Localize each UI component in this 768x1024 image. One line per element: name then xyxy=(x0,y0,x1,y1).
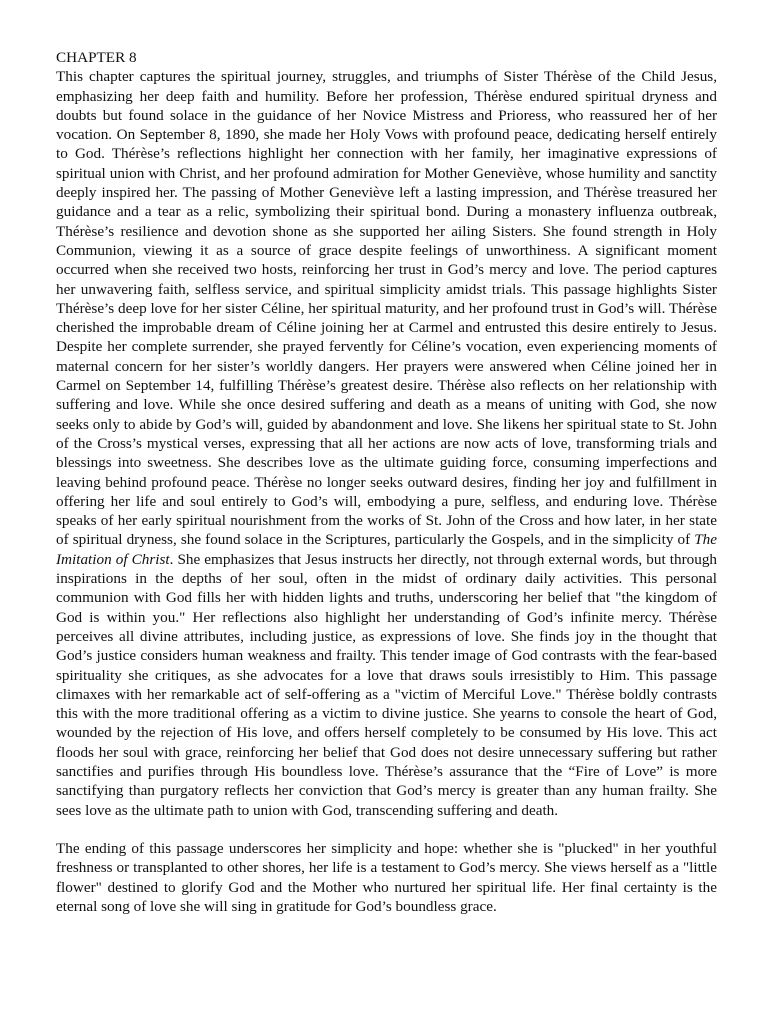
body-paragraph-2: The ending of this passage underscores her simplicity and hope: whether she is "plucked" in her youthful freshness or transplanted to other shores, her life is a testament to God’s mercy. She views herself as a "little flower" destined to glorify God and the Mother who nurtured her spiritual life. Her final certainty is the eternal song of love she will sing in gratitude for God’s boundless grace. xyxy=(56,840,717,916)
paragraph-1-text-start: This chapter captures the spiritual journey, struggles, and triumphs of Sister Thérèse of the Child Jesus, emphasizing her deep faith and humility. Before her profession, Thérèse endured spiritual dryness and doubts but found solace in the guidance of her Novice Mistress and Prioress, who reassured her of her vocation. On September 8, 1890, she made her Holy Vows with profound peace, dedicating herself entirely to God. Thérèse’s reflections highlight her connection with her family, her imaginative expressions of spiritual union with Christ, and her profound admiration for Mother Geneviève, whose humility and sanctity deeply inspired her. The passing of Mother Geneviève left a lasting impression, and Thérèse treasured her guidance and a tear as a relic, symbolizing their spiritual bond. During a monastery influenza outbreak, Thérèse’s resilience and devotion shone as she supported her ailing Sisters. She found strength in Holy Communion, viewing it as a source of grace despite feelings of unworthiness. A significant moment occurred when she received two hosts, reinforcing her trust in God’s mercy and love. The period captures her unwavering faith, selfless service, and spiritual simplicity amidst trials. This passage highlights Sister Thérèse’s deep love for her sister Céline, her spiritual maturity, and her profound trust in God’s will. Thérèse cherished the improbable dream of Céline joining her at Carmel and entrusted this desire entirely to Jesus. Despite her complete surrender, she prayed fervently for Céline’s vocation, even experiencing moments of maternal concern for her sister’s worldly dangers. Her prayers were answered when Céline joined her in Carmel on September 14, fulfilling Thérèse’s greatest desire. Thérèse also reflects on her relationship with suffering and love. While she once desired suffering and death as a means of uniting with God, she now seeks only to abide by God’s will, guided by abandonment and love. She likens her spiritual state to St. John of the Cross’s mystical verses, expressing that all her actions are now acts of love, transforming trials and blessings into sweetness. She describes love as the ultimate guiding force, consuming imperfections and leaving behind profound peace. Thérèse no longer seeks outward desires, finding her joy and fulfillment in offering her life and soul entirely to God’s will, embodying a pure, selfless, and enduring love. Thérèse speaks of her early spiritual nourishment from the works of St. John of the Cross and how later, in her state of spiritual dryness, she found solace in the Scriptures, particularly the Gospels, and in the simplicity of xyxy=(56,68,717,549)
chapter-heading: CHAPTER 8 xyxy=(56,49,137,66)
body-paragraph-1 xyxy=(56,67,717,820)
book-title-italic: The Imitation of Christ xyxy=(56,531,717,568)
document-page xyxy=(56,48,717,916)
paragraph-1-text-end: . She emphasizes that Jesus instructs her directly, not through external words, but through inspirations in the depths of her soul, often in the midst of ordinary daily activities. This personal communion with God fills her with hidden lights and truths, underscoring her belief that "the kingdom of God is within you." Her reflections also highlight her understanding of God’s infinite mercy. Thérèse perceives all divine attributes, including justice, as expressions of love. She finds joy in the thought that God’s justice considers human weakness and frailty. This tender image of God contrasts with the fear-based spirituality she critiques, as she advocates for a love that draws souls irresistibly to Him. This passage climaxes with her remarkable act of self-offering as a "victim of Merciful Love." Thérèse boldly contrasts this with the more traditional offering as a victim to divine justice. She yearns to console the heart of God, wounded by the rejection of His love, and offers herself completely to be consumed by His love. This act floods her soul with grace, reinforcing her belief that God does not desire unnecessary suffering but rather sanctifies and purifies through His boundless love. Thérèse’s assurance that the “Fire of Love” is more sanctifying than purgatory reflects her conviction that God’s mercy is greater than any human frailty. She sees love as the ultimate path to union with God, transcending suffering and death. xyxy=(56,550,718,819)
